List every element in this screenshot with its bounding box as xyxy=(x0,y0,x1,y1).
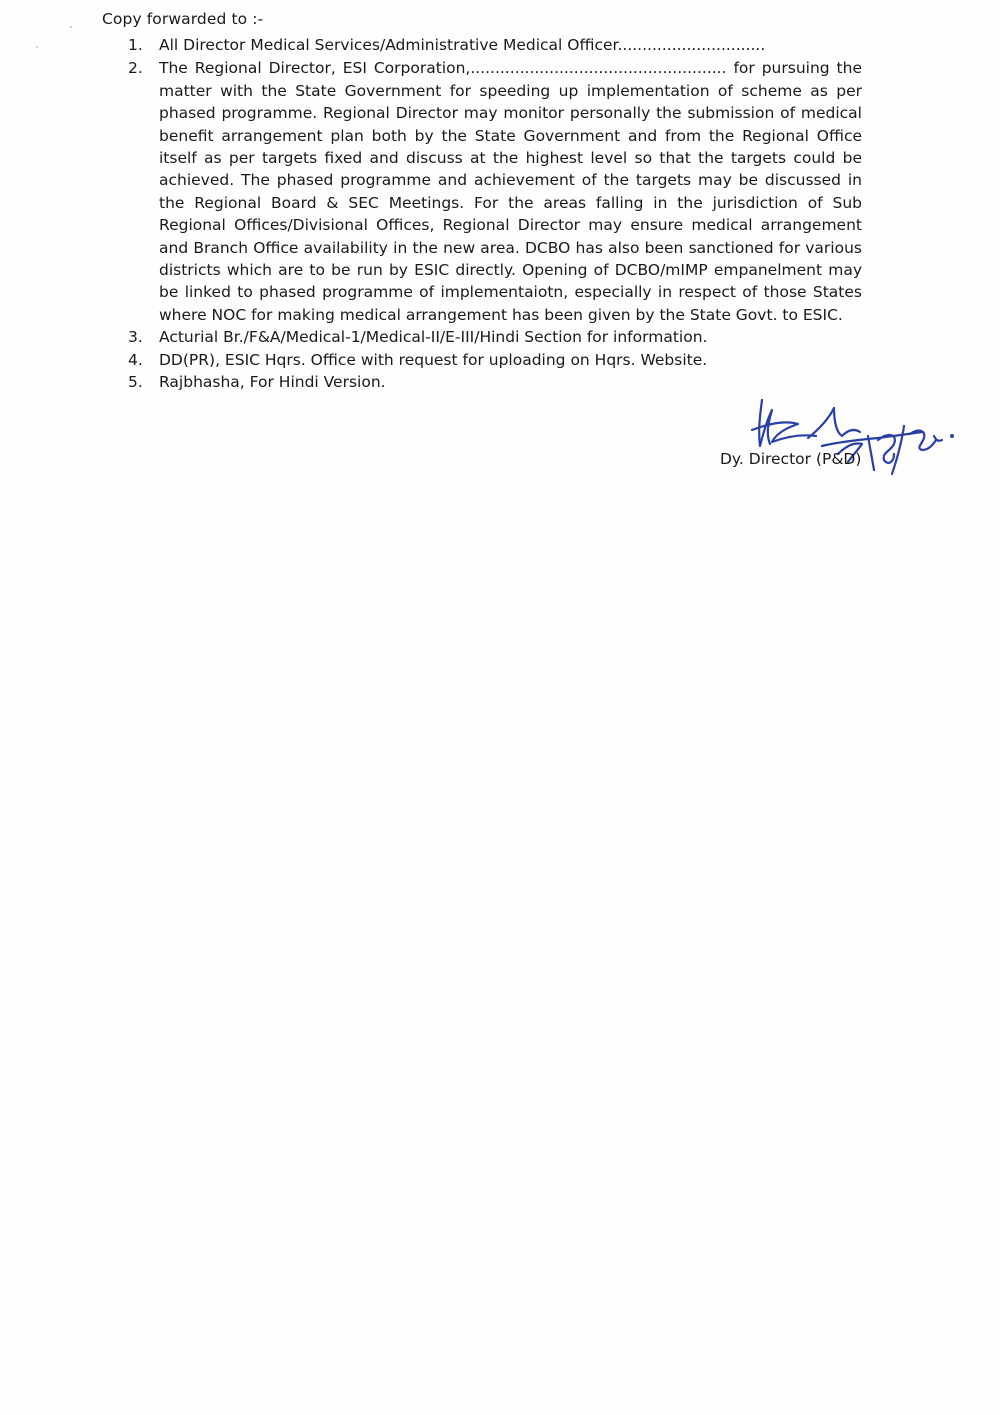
list-item xyxy=(128,57,862,326)
copy-forwarded-heading: Copy forwarded to :- xyxy=(102,10,264,28)
item-number: 3. xyxy=(128,328,143,347)
item-text: Acturial Br./F&A/Medical-1/Medical-II/E-III/Hindi Section for information. xyxy=(159,328,708,347)
list-item xyxy=(128,326,862,348)
list-item xyxy=(128,34,862,56)
item-text: DD(PR), ESIC Hqrs. Office with request for uploading on Hqrs. Website. xyxy=(159,350,708,369)
signatory-title: Dy. Director (P&D) xyxy=(720,450,862,468)
item-number: 2. xyxy=(128,59,143,78)
item-text: The Regional Director, ESI Corporation,.................................................... for pursuing the matter with the State Government for speeding up implementation of scheme as per phased programme. Regional Director may monitor personally the submission of medical benefit arrangement plan both by the State Government and from the Regional Office itself as per targets fixed and discuss at the highest level so that the targets could be achieved. The phased programme and achievement of the targets may be discussed in the Regional Board & SEC Meetings. For the areas falling in the jurisdiction of Sub Regional Offices/Divisional Offices, Regional Director may ensure medical arrangement and Branch Office availability in the new area. DCBO has also been sanctioned for various districts which are to be run by ESIC directly. Opening of DCBO/mIMP empanelment may be linked to phased programme of implementaiotn, especially in respect of those States where NOC for making medical arrangement has been given by the State Govt. to ESIC. xyxy=(159,59,862,324)
item-text: All Director Medical Services/Administrative Medical Officer.............................. xyxy=(159,36,766,54)
list-item xyxy=(128,349,862,371)
item-number: 4. xyxy=(128,350,143,369)
scan-speck xyxy=(70,26,72,28)
recipient-list xyxy=(128,34,862,394)
scan-speck xyxy=(36,46,38,48)
item-number: 1. xyxy=(128,36,143,54)
item-number: 5. xyxy=(128,373,143,392)
item-text: Rajbhasha, For Hindi Version. xyxy=(159,373,386,392)
signature-block xyxy=(720,390,960,480)
